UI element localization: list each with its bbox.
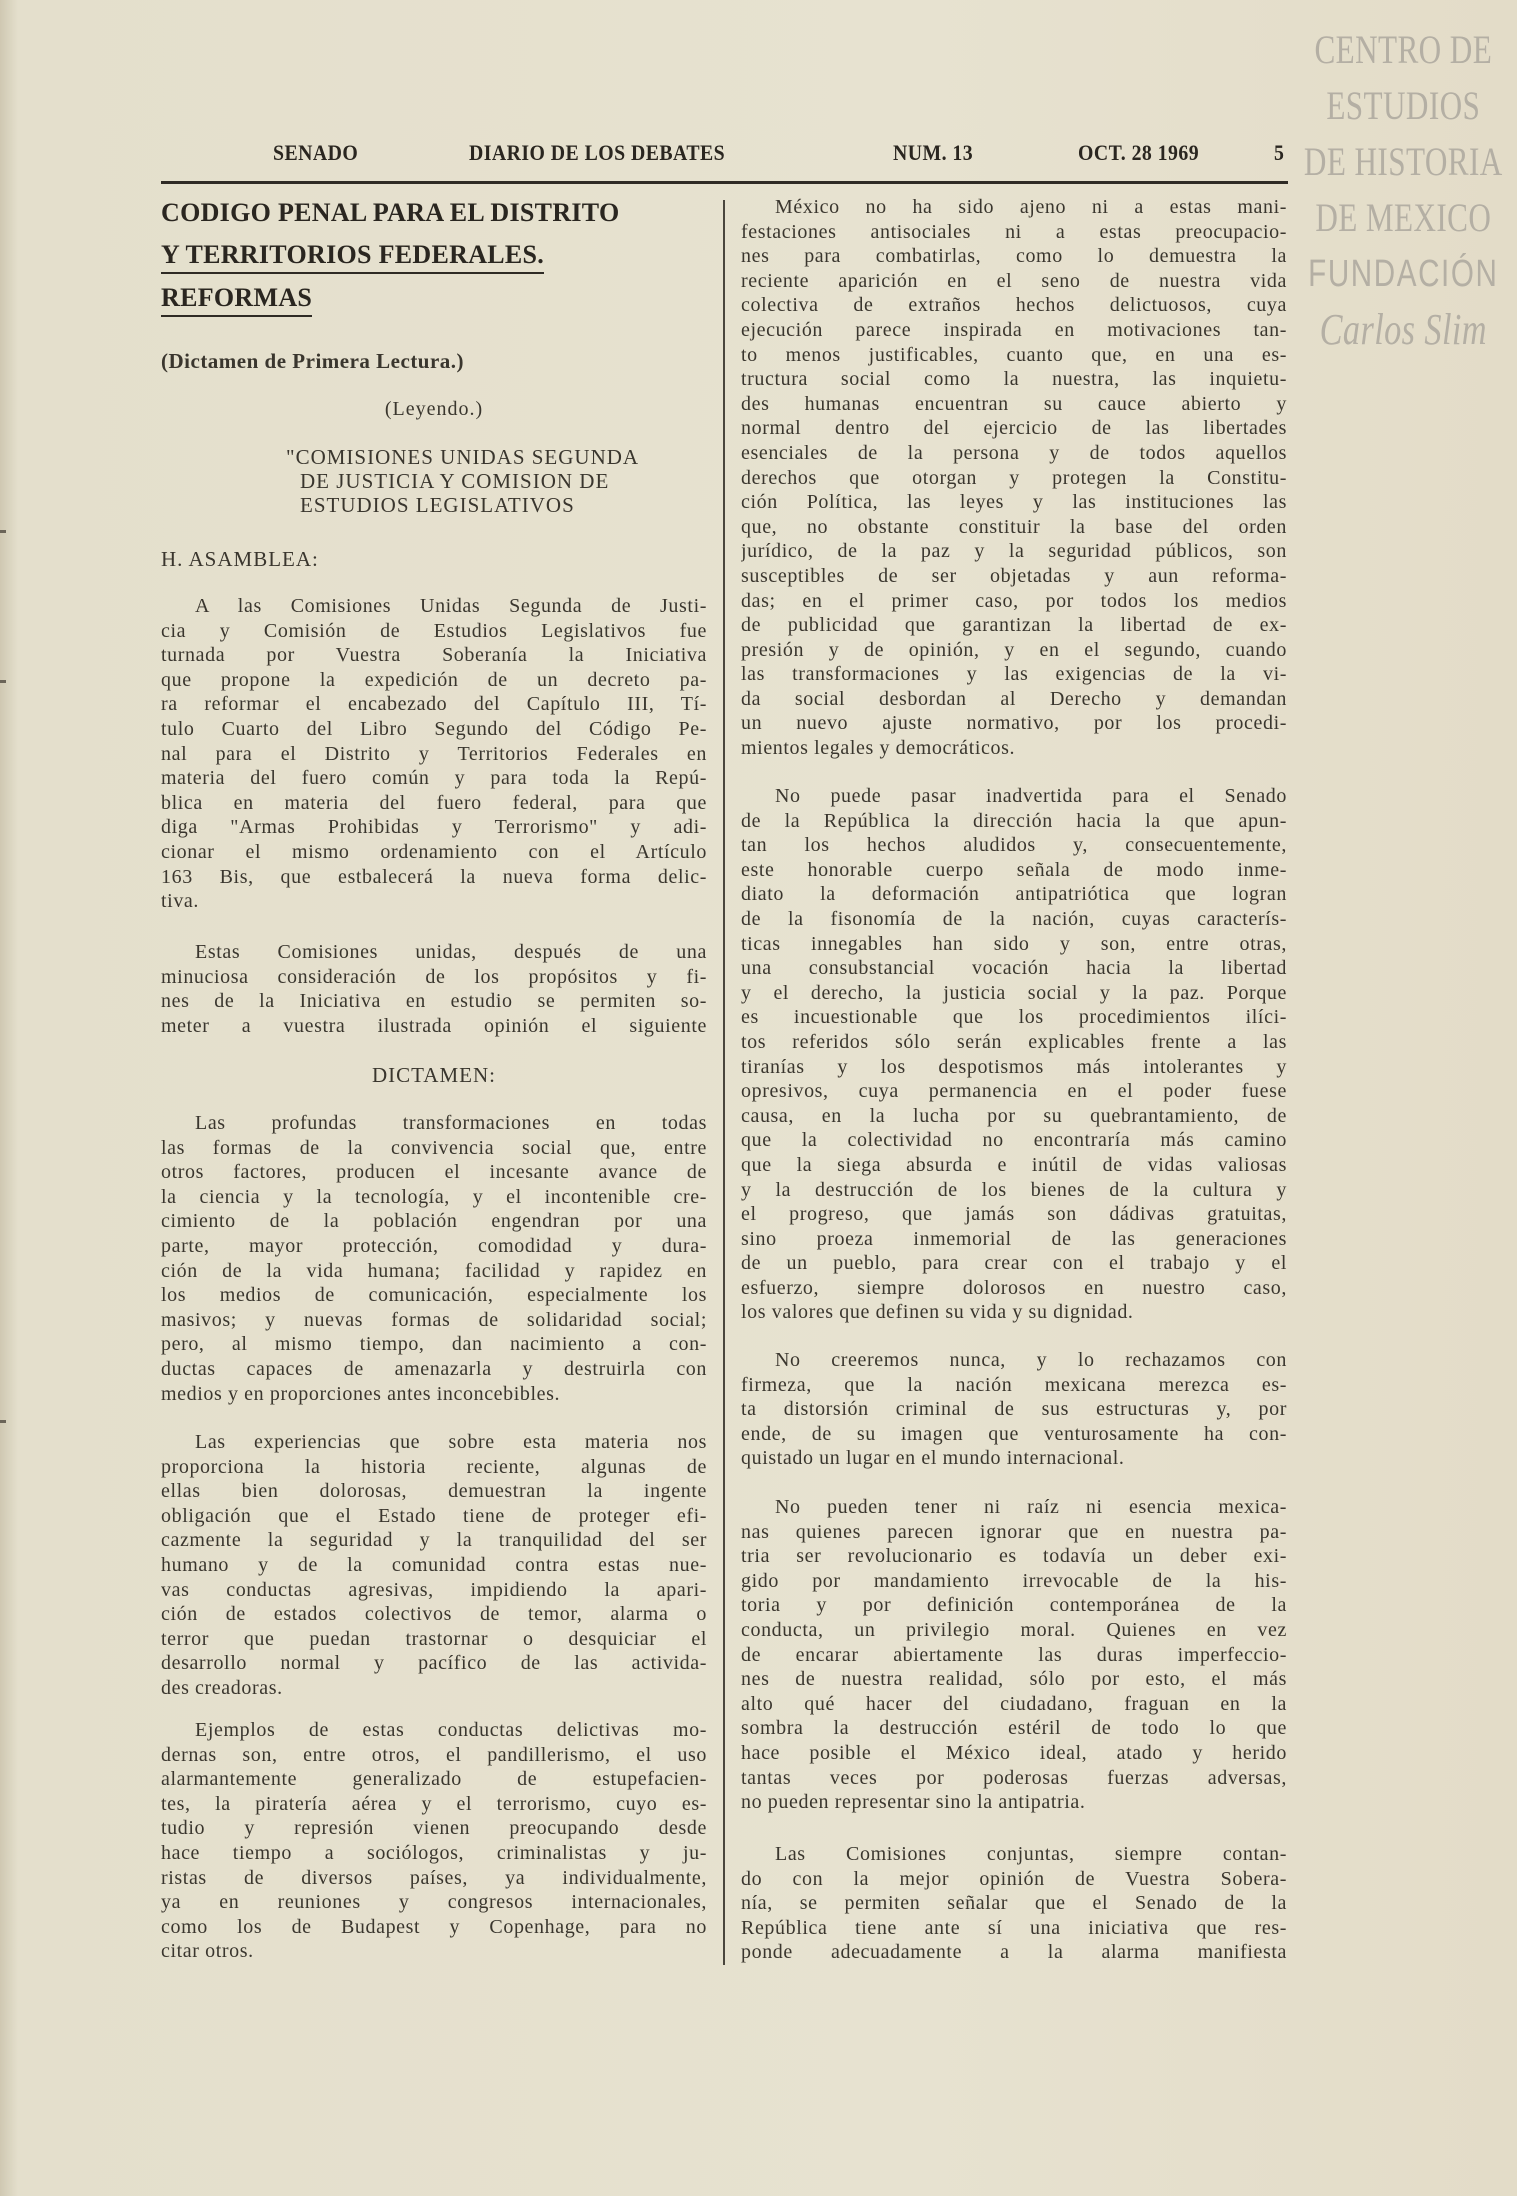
text-line: que la siega absurda e inútil de vidas valiosas [741,1153,1287,1176]
text-line: minuciosa consideración de los propósitos y fi- [161,965,707,988]
text-line: sino proeza inmemorial de las generaciones [741,1227,1287,1250]
salutation: H. ASAMBLEA: [161,547,319,571]
text-line: citar otros. [161,1940,254,1963]
text-line: diato la deformación antipatriótica que logran [741,883,1287,906]
paragraph [741,1348,1287,1471]
text-line: tantas veces por poderosas fuerzas adversas, [741,1766,1287,1789]
article-subtitle: (Dictamen de Primera Lectura.) [161,349,465,373]
text-line: otros factores, producen el incesante avance de [161,1161,707,1184]
header-issue-number: NUM. 13 [893,140,974,165]
text-line: nes para combatirlas, como lo demuestra la [741,245,1287,268]
text-line: México no ha sido ajeno ni a estas mani- [775,196,1287,218]
text-line: A las Comisiones Unidas Segunda de Justi- [195,595,707,617]
text-line: gido por mandamiento irrevocable de la his- [741,1569,1287,1592]
text-line: causa, en la lucha por su quebrantamiento, de [741,1104,1287,1127]
text-line: to menos justificables, cuanto que, en una es- [741,343,1287,366]
text-line: tiranías y los despotismos más intolerantes y [741,1055,1287,1078]
text-line: pero, al mismo tiempo, dan nacimiento a con- [161,1333,707,1356]
text-line: do con la mejor opinión de Vuestra Sobera- [741,1867,1287,1890]
text-line: una consubstancial vocación hacia la libertad [741,957,1287,980]
watermark-line: CENTRO DE [1314,27,1493,72]
header-rule [161,181,1288,184]
header-publication: DIARIO DE LOS DEBATES [469,140,726,165]
text-line: esfuerzo, siempre dolorosos en nuestro caso, [741,1276,1287,1299]
text-line: materia del fuero común y para toda la Repú- [161,767,707,790]
text-line: ristas de diversos países, ya individualmente, [161,1866,707,1889]
text-line: nía, se permiten señalar que el Senado de la [741,1892,1287,1915]
text-line: ende, de su imagen que venturosamente ha con- [741,1422,1287,1445]
text-line: desarrollo normal y pacífico de las activida- [161,1652,707,1675]
text-line: ejecución parece inspirada en motivaciones tan- [741,318,1287,341]
text-line: República tiene ante sí una iniciativa que res- [741,1916,1287,1939]
watermark-signature: Carlos Slim [1319,305,1487,354]
archive-watermark [1298,22,1509,358]
text-line: jurídico, de la paz y la seguridad públicos, son [741,540,1287,563]
paragraph [741,195,1287,761]
text-line: medios y en proporciones antes inconcebibles. [161,1382,561,1405]
article-title-line-2: Y TERRITORIOS FEDERALES. [161,240,544,274]
text-line: este honorable cuerpo señala de modo inme- [741,858,1287,881]
text-line: firmeza, que la nación mexicana merezca es- [741,1373,1287,1396]
text-line: quistado un lugar en el mundo internacional. [741,1447,1125,1470]
text-line: no pueden representar sino la antipatria. [741,1791,1086,1814]
text-line: tan los hechos aludidos y, consecuentemente, [741,834,1287,857]
text-line: masivos; y nuevas formas de solidaridad social; [161,1308,707,1331]
header-page-number: 5 [1274,140,1285,165]
text-line: y el derecho, la justicia social y la paz. Porque [741,981,1287,1004]
text-line: ellas bien dolorosas, demuestran la ingente [161,1480,707,1503]
text-line: das; en el primer caso, por todos los medios [741,589,1287,612]
text-line: los valores que definen su vida y su dignidad. [741,1301,1134,1324]
text-line: cia y Comisión de Estudios Legislativos fue [161,619,707,642]
text-line: que, no obstante constituir la base del orden [741,515,1287,538]
text-line: No creeremos nunca, y lo rechazamos con [775,1349,1287,1371]
text-line: blica en materia del fuero federal, para que [161,791,707,814]
watermark-line: DE HISTORIA [1303,139,1503,184]
text-line: Las profundas transformaciones en todas [195,1112,707,1134]
watermark-foundation: FUNDACIÓN [1308,253,1499,295]
scan-edge-mark [0,530,6,533]
text-line: tudio y represión vienen preocupando desde [161,1817,707,1840]
text-line: dernas son, entre otros, el pandillerismo, el uso [161,1743,707,1766]
text-line: ya en reuniones y congresos internacionales, [161,1891,707,1914]
text-line: hace posible el México ideal, atado y herido [741,1741,1287,1764]
text-line: diga "Armas Prohibidas y Terrorismo" y adi- [161,816,707,839]
text-line: ticas innegables han sido y son, entre otras, [741,932,1287,955]
watermark-line: ESTUDIOS [1326,83,1481,128]
text-line: es incuestionable que los procedimientos ilíci- [741,1006,1287,1029]
dictamen-heading: DICTAMEN: [372,1063,496,1087]
text-line: el progreso, que jamás son dádivas gratuitas, [741,1203,1287,1226]
text-line: los medios de comunicación, especialmente los [161,1284,707,1307]
text-line: alto qué hacer del ciudadano, fraguan en la [741,1692,1287,1715]
watermark-line: DE MEXICO [1315,195,1492,240]
text-line: No puede pasar inadvertida para el Senado [775,785,1287,807]
text-line: nas quienes parecen ignorar que en nuestra pa- [741,1520,1287,1543]
text-line: 163 Bis, que estbalecerá la nueva forma delic- [161,865,707,888]
text-line: tiva. [161,890,199,913]
text-line: ción de la vida humana; facilidad y rapidez en [161,1259,707,1282]
text-line: des creadoras. [161,1676,283,1699]
text-line: derechos que otorgan y protegen la Constitu- [741,466,1287,489]
paragraph [161,594,707,914]
text-line: colectiva de extraños hechos delictuosos, cuya [741,294,1287,317]
scan-edge-mark [0,1420,6,1423]
paragraph [161,1430,707,1701]
text-line: tes, la piratería aérea y el terrorismo, cuyo es- [161,1792,707,1815]
column-divider [723,200,725,1965]
commissions-line: ESTUDIOS LEGISLATIVOS [300,493,575,517]
text-line: esenciales de la persona y de todos aquellos [741,441,1287,464]
text-line: des humanas encuentran su cauce abierto y [741,392,1287,415]
commissions-line: DE JUSTICIA Y COMISION DE [300,469,610,493]
scan-edge-mark [0,680,6,683]
text-line: tructura social como la nuestra, las inquietu- [741,368,1287,391]
text-line: un nuevo ajuste normativo, por los procedi- [741,712,1287,735]
text-line: da social desbordan al Derecho y demandan [741,687,1287,710]
paragraph [741,1495,1287,1815]
text-line: proporciona la historia reciente, algunas de [161,1455,707,1478]
text-line: ponde adecuadamente a la alarma manifiesta [741,1941,1287,1964]
article-title-line-3: REFORMAS [161,283,312,317]
text-line: ción Política, las leyes y las instituciones las [741,491,1287,514]
article-title-line-1: CODIGO PENAL PARA EL DISTRITO [161,198,620,227]
text-line: opresivos, cuya permanencia en el poder fuese [741,1080,1287,1103]
text-line: ción de estados colectivos de temor, alarma o [161,1603,707,1626]
text-line: Estas Comisiones unidas, después de una [195,941,707,963]
text-line: humano y de la comunidad contra estas nue- [161,1553,707,1576]
text-line: mientos legales y democráticos. [741,737,1016,760]
text-line: las transformaciones y las exigencias de la vi- [741,663,1287,686]
text-line: susceptibles de ser objetadas y aun reforma- [741,564,1287,587]
text-line: vas conductas agresivas, impidiendo la apari- [161,1578,707,1601]
text-line: hace tiempo a sociólogos, criminalistas y ju- [161,1841,707,1864]
text-line: conducta, un privilegio moral. Quienes en vez [741,1618,1287,1641]
text-line: cazmente la seguridad y la tranquilidad del ser [161,1529,707,1552]
text-line: sombra la destrucción estéril de todo lo que [741,1717,1287,1740]
text-line: de encarar abiertamente las duras imperfeccio- [741,1643,1287,1666]
text-line: ta distorsión criminal de sus estructuras y, por [741,1398,1287,1421]
text-line: ductas capaces de amenazarla y destruirla con [161,1357,707,1380]
text-line: de publicidad que garantizan la libertad de ex- [741,614,1287,637]
text-line: Las Comisiones conjuntas, siempre contan- [775,1843,1287,1865]
header-date: OCT. 28 1969 [1078,140,1200,165]
text-line: tos referidos sólo serán explicables frente a las [741,1030,1287,1053]
commissions-heading [286,445,639,517]
text-line: que propone la expedición de un decreto pa- [161,668,707,691]
text-line: como los de Budapest y Copenhage, para no [161,1915,707,1938]
text-line: cimiento de la población engendran por una [161,1210,707,1233]
text-line: Ejemplos de estas conductas delictivas mo- [195,1719,707,1741]
paragraph [161,940,707,1038]
paragraph [741,1842,1287,1965]
text-line: Las experiencias que sobre esta materia nos [195,1431,707,1453]
text-line: toria y por definición contemporánea de la [741,1594,1287,1617]
header-chamber: SENADO [273,140,359,165]
text-line: turnada por Vuestra Soberanía la Iniciativa [161,644,707,667]
text-line: nal para el Distrito y Territorios Federales en [161,742,707,765]
text-line: de la República la dirección hacia la que apun- [741,809,1287,832]
text-line: que la colectividad no encontraría más camino [741,1129,1287,1152]
text-line: nes de nuestra realidad, sólo por esto, el más [741,1668,1287,1691]
text-line: tria ser revolucionario es todavía un deber exi- [741,1545,1287,1568]
paragraph [161,1718,707,1964]
text-line: la ciencia y la tecnología, y el incontenible cre- [161,1185,707,1208]
text-line: reciente aparición en el seno de nuestra vida [741,269,1287,292]
text-line: terror que puedan trastornar o desquiciar el [161,1627,707,1650]
text-line: normal dentro del ejercicio de las libertades [741,417,1287,440]
text-line: nes de la Iniciativa en estudio se permiten so- [161,990,707,1013]
text-line: obligación que el Estado tiene de proteger efi- [161,1504,707,1527]
text-line: parte, mayor protección, comodidad y dura- [161,1234,707,1257]
text-line: y la destrucción de los bienes de la cultura y [741,1178,1287,1201]
commissions-line: "COMISIONES UNIDAS SEGUNDA [286,445,640,469]
paragraph [741,784,1287,1325]
text-line: cionar el mismo ordenamiento con el Artículo [161,840,707,863]
text-line: alarmantemente generalizado de estupefacien- [161,1768,707,1791]
text-line: ra reformar el encabezado del Capítulo III, Tí- [161,693,707,716]
text-line: meter a vuestra ilustrada opinión el siguiente [161,1014,707,1037]
text-line: No pueden tener ni raíz ni esencia mexica- [775,1496,1287,1518]
text-line: de un pueblo, para crear con el trabajo y el [741,1252,1287,1275]
text-line: tulo Cuarto del Libro Segundo del Código Pe- [161,717,707,740]
text-line: presión y de opinión, y en el segundo, cuando [741,638,1287,661]
paragraph [161,1111,707,1406]
reading-note: (Leyendo.) [384,398,484,420]
text-line: de la fisonomía de la nación, cuyas caracterís- [741,907,1287,930]
text-line: las formas de la convivencia social que, entre [161,1136,707,1159]
text-line: festaciones antisociales ni a estas preocupacio- [741,220,1287,243]
